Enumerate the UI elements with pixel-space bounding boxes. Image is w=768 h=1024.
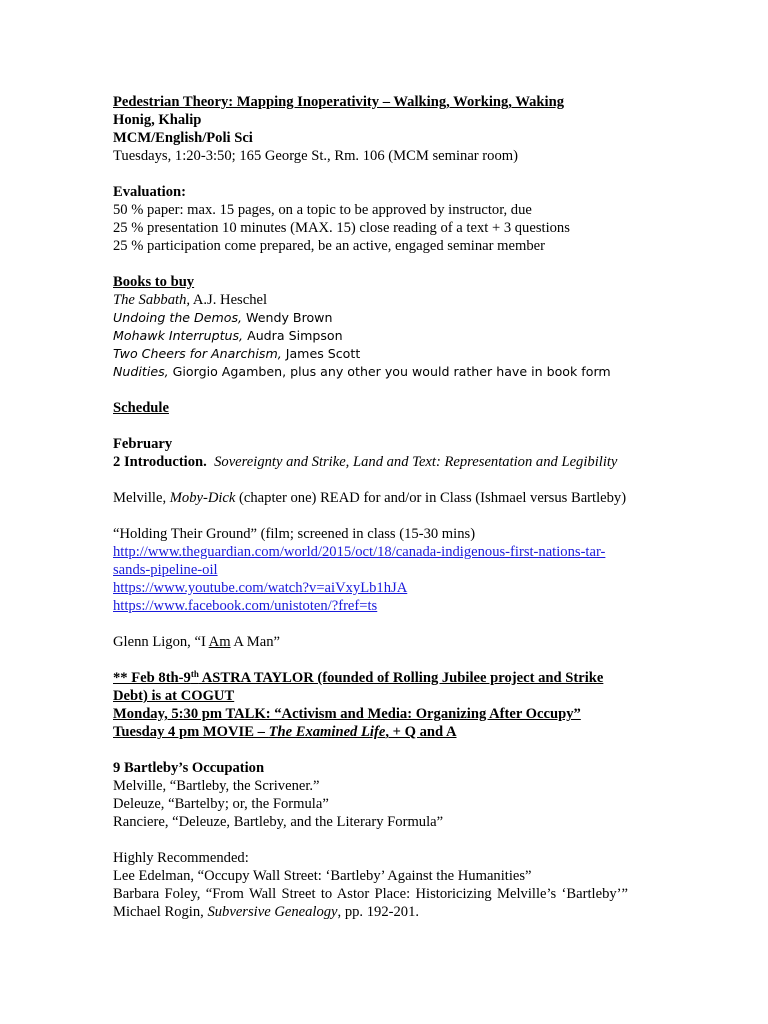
reading-item: Ranciere, “Deleuze, Bartleby, and the Literary Formula” <box>113 814 444 830</box>
youtube-link[interactable]: https://www.youtube.com/watch?v=aiVxyLb1hJA <box>113 580 408 596</box>
guardian-link[interactable]: http://www.theguardian.com/world/2015/oct/18/canada-indigenous-first-nations-tar-sands-pipeline-oil <box>113 544 606 578</box>
evaluation-item: 25 % presentation 10 minutes (MAX. 15) close reading of a text + 3 questions <box>113 220 570 236</box>
instructor-name: Honig, Khalip <box>113 112 202 128</box>
event-date-suffix: th <box>190 669 199 679</box>
film-item: “Holding Their Ground” (film; screened in class (15-30 mins) <box>113 526 476 542</box>
books-heading: Books to buy <box>113 274 195 290</box>
evaluation-item: 50 % paper: max. 15 pages, on a topic to be approved by instructor, due <box>113 202 532 218</box>
recommended-heading: Highly Recommended: <box>113 850 249 866</box>
book-author: Audra Simpson <box>243 328 343 343</box>
book-item <box>113 327 628 345</box>
artwork-emphasis: Am <box>208 634 231 650</box>
event-announcement <box>113 669 625 705</box>
week-heading: 9 Bartleby’s Occupation <box>113 760 265 776</box>
course-title: Pedestrian Theory: Mapping Inoperativity – Walking, Working, Waking <box>113 94 565 110</box>
recommended-author: Michael Rogin, <box>113 904 208 920</box>
meeting-info: Tuesdays, 1:20-3:50; 165 George St., Rm. 106 (MCM seminar room) <box>113 148 518 164</box>
week-label: 2 Introduction. <box>113 454 207 470</box>
book-author: James Scott <box>281 346 361 361</box>
schedule-heading: Schedule <box>113 400 169 416</box>
book-author: Giorgio Agamben, plus any other you would rather have in book form <box>168 364 611 379</box>
book-item <box>113 345 628 363</box>
book-item <box>113 309 628 327</box>
event-movie-time: Tuesday 4 pm MOVIE – <box>113 724 269 740</box>
recommended-pages: , pp. 192-201. <box>337 904 420 920</box>
reading-author: Melville, <box>113 490 170 506</box>
week-subtitle: Sovereignty and Strike, Land and Text: Representation and Legibility <box>214 454 618 470</box>
artwork-rest: A Man” <box>230 634 280 650</box>
artwork-item <box>113 633 628 651</box>
event-date: ** Feb 8th-9 <box>113 670 191 686</box>
book-title: Mohawk Interruptus, <box>113 328 244 343</box>
reading-item: Deleuze, “Bartelby; or, the Formula” <box>113 796 329 812</box>
book-author: A.J. Heschel <box>190 292 268 308</box>
departments: MCM/English/Poli Sci <box>113 130 253 146</box>
event-movie-note: , + Q and A <box>385 724 457 740</box>
reading-item <box>113 489 628 507</box>
recommended-item: Lee Edelman, “Occupy Wall Street: ‘Bartleby’ Against the Humanities” <box>113 868 532 884</box>
link-item <box>113 543 633 579</box>
book-title: The Sabbath, <box>113 292 191 308</box>
reading-title: Moby-Dick <box>169 490 236 506</box>
recommended-title: Subversive Genealogy <box>207 904 338 920</box>
artwork-artist: Glenn Ligon, “I <box>113 634 209 650</box>
recommended-item <box>113 903 628 921</box>
week-heading <box>113 453 628 471</box>
syllabus-document <box>113 93 628 921</box>
event-movie <box>113 723 628 741</box>
event-talk: Monday, 5:30 pm TALK: “Activism and Media: Organizing After Occupy” <box>113 706 581 722</box>
book-title: Two Cheers for Anarchism, <box>113 346 282 361</box>
event-movie-title: The Examined Life <box>268 724 386 740</box>
month-heading: February <box>113 436 173 452</box>
book-author: Wendy Brown <box>242 310 333 325</box>
book-title: Undoing the Demos, <box>113 310 243 325</box>
facebook-link[interactable]: https://www.facebook.com/unistoten/?fref=ts <box>113 598 378 614</box>
event-description: ASTRA TAYLOR (founded of Rolling Jubilee project and Strike Debt) is at COGUT <box>113 670 604 704</box>
recommended-item: Barbara Foley, “From Wall Street to Astor Place: Historicizing Melville’s ‘Bartleby’” <box>113 886 628 902</box>
link-item <box>113 597 628 615</box>
book-title: Nudities, <box>113 364 169 379</box>
evaluation-item: 25 % participation come prepared, be an active, engaged seminar member <box>113 238 545 254</box>
reading-note: (chapter one) READ for and/or in Class (Ishmael versus Bartleby) <box>235 490 627 506</box>
book-item <box>113 363 628 381</box>
book-item <box>113 291 628 309</box>
reading-item: Melville, “Bartleby, the Scrivener.” <box>113 778 320 794</box>
evaluation-heading: Evaluation: <box>113 184 186 200</box>
link-item <box>113 579 628 597</box>
